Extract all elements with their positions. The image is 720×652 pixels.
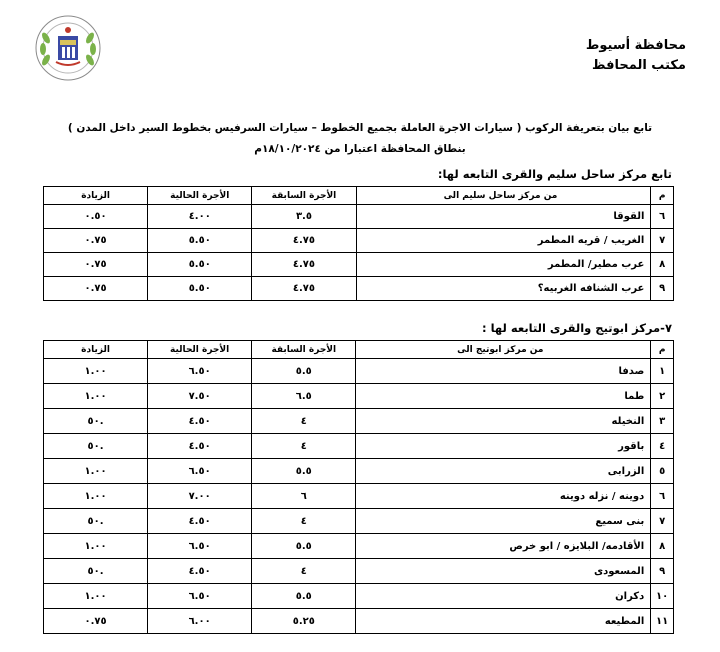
row-number: ٨ — [651, 534, 674, 559]
office-name: مكتب المحافظ — [592, 58, 686, 73]
fare-table — [43, 186, 674, 301]
row-number: ١٠ — [651, 584, 674, 609]
prev-fare-cell: ٥.٢٥ — [252, 609, 356, 634]
increase-cell: ٠.٥٠ — [44, 205, 148, 229]
column-header-route: من مركز ساحل سليم الى — [356, 187, 651, 205]
current-fare-cell: ٦.٥٠ — [148, 534, 252, 559]
section-heading: تابع مركز ساحل سليم والقرى التابعه لها: — [437, 167, 672, 181]
table-row — [44, 609, 674, 634]
table-row — [44, 205, 674, 229]
prev-fare-cell: ٥.٥ — [252, 359, 356, 384]
increase-cell: ١.٠٠ — [44, 484, 148, 509]
column-header-prev: الأجرة السابقة — [252, 341, 356, 359]
increase-cell: ٠.٧٥ — [44, 253, 148, 277]
section-heading: ٧-مركز ابوتيج والقرى التابعه لها : — [482, 321, 672, 335]
prev-fare-cell: ٥.٥ — [252, 534, 356, 559]
prev-fare-cell: ٤ — [252, 509, 356, 534]
prev-fare-cell: ٦.٥ — [252, 384, 356, 409]
table-row — [44, 229, 674, 253]
table-body — [44, 359, 674, 634]
current-fare-cell: ٦.٥٠ — [148, 459, 252, 484]
row-number: ٩ — [651, 559, 674, 584]
table-row — [44, 584, 674, 609]
issuer-block — [586, 36, 686, 76]
increase-cell: ١.٠٠ — [44, 584, 148, 609]
table-row — [44, 277, 674, 301]
table-row — [44, 409, 674, 434]
destination-cell: عرب مطير/ المطمر — [356, 253, 651, 277]
increase-cell: ١.٠٠ — [44, 359, 148, 384]
current-fare-cell: ٥.٥٠ — [148, 229, 252, 253]
row-number: ١١ — [651, 609, 674, 634]
current-fare-cell: ٦.٥٠ — [148, 584, 252, 609]
current-fare-cell: ٤.٥٠ — [148, 509, 252, 534]
destination-cell: الزرابى — [356, 459, 651, 484]
current-fare-cell: ٤.٥٠ — [148, 559, 252, 584]
row-number: ٨ — [651, 253, 674, 277]
increase-cell: .٥٠ — [44, 409, 148, 434]
row-number: ٤ — [651, 434, 674, 459]
current-fare-cell: ٤.٥٠ — [148, 409, 252, 434]
document-title: تابع بيان بتعريفة الركوب ( سيارات الاجرة العاملة بجميع الخطوط – سيارات السرفيس بخطوط السير داخل المدن ) — [67, 122, 653, 134]
increase-cell: .٥٠ — [44, 434, 148, 459]
column-header-num: م — [651, 341, 674, 359]
increase-cell: ٠.٧٥ — [44, 609, 148, 634]
prev-fare-cell: ٤ — [252, 559, 356, 584]
prev-fare-cell: ٦ — [252, 484, 356, 509]
prev-fare-cell: ٤ — [252, 409, 356, 434]
increase-cell: ١.٠٠ — [44, 534, 148, 559]
table-row — [44, 484, 674, 509]
row-number: ٩ — [651, 277, 674, 301]
prev-fare-cell: ٤.٧٥ — [252, 277, 356, 301]
table-row — [44, 534, 674, 559]
destination-cell: المطيعه — [356, 609, 651, 634]
current-fare-cell: ٦.٥٠ — [148, 359, 252, 384]
destination-cell: طما — [356, 384, 651, 409]
row-number: ٣ — [651, 409, 674, 434]
column-header-num: م — [651, 187, 674, 205]
current-fare-cell: ٤.٥٠ — [148, 434, 252, 459]
table-header-row — [44, 341, 674, 359]
prev-fare-cell: ٤ — [252, 434, 356, 459]
row-number: ٧ — [651, 509, 674, 534]
destination-cell: الأقادمه/ البلايزه / ابو خرص — [356, 534, 651, 559]
prev-fare-cell: ٤.٧٥ — [252, 253, 356, 277]
column-header-prev: الأجرة السابقة — [252, 187, 356, 205]
destination-cell: دوينه / نزله دوينه — [356, 484, 651, 509]
increase-cell: .٥٠ — [44, 509, 148, 534]
prev-fare-cell: ٣.٥ — [252, 205, 356, 229]
destination-cell: الغريب / قريه المطمر — [356, 229, 651, 253]
row-number: ٦ — [651, 205, 674, 229]
row-number: ١ — [651, 359, 674, 384]
table-row — [44, 359, 674, 384]
increase-cell: .٥٠ — [44, 559, 148, 584]
column-header-route: من مركز ابوتيج الى — [356, 341, 651, 359]
column-header-increase: الزيادة — [44, 187, 148, 205]
row-number: ٧ — [651, 229, 674, 253]
destination-cell: صدفا — [356, 359, 651, 384]
row-number: ٥ — [651, 459, 674, 484]
current-fare-cell: ٧.٥٠ — [148, 384, 252, 409]
destination-cell: باقور — [356, 434, 651, 459]
destination-cell: دكران — [356, 584, 651, 609]
column-header-current: الأجرة الحالية — [148, 187, 252, 205]
column-header-increase: الزيادة — [44, 341, 148, 359]
destination-cell: المسعودى — [356, 559, 651, 584]
table-row — [44, 559, 674, 584]
current-fare-cell: ٥.٥٠ — [148, 253, 252, 277]
increase-cell: ١.٠٠ — [44, 459, 148, 484]
column-header-current: الأجرة الحالية — [148, 341, 252, 359]
current-fare-cell: ٧.٠٠ — [148, 484, 252, 509]
destination-cell: النخيله — [356, 409, 651, 434]
destination-cell: القوقا — [356, 205, 651, 229]
destination-cell: بنى سميع — [356, 509, 651, 534]
table-row — [44, 253, 674, 277]
current-fare-cell: ٦.٠٠ — [148, 609, 252, 634]
destination-cell: عرب الشنافه الغربيه؟ — [356, 277, 651, 301]
row-number: ٦ — [651, 484, 674, 509]
prev-fare-cell: ٥.٥ — [252, 459, 356, 484]
increase-cell: ٠.٧٥ — [44, 277, 148, 301]
prev-fare-cell: ٥.٥ — [252, 584, 356, 609]
table-header-row — [44, 187, 674, 205]
increase-cell: ١.٠٠ — [44, 384, 148, 409]
fare-table — [43, 340, 674, 634]
governorate-logo — [34, 14, 102, 82]
table-row — [44, 459, 674, 484]
governorate-name: محافظة أسيوط — [585, 38, 686, 53]
row-number: ٢ — [651, 384, 674, 409]
current-fare-cell: ٤.٠٠ — [148, 205, 252, 229]
current-fare-cell: ٥.٥٠ — [148, 277, 252, 301]
document-subtitle: بنطاق المحافظة اعتبارا من ١٨/١٠/٢٠٢٤م — [254, 143, 466, 155]
increase-cell: ٠.٧٥ — [44, 229, 148, 253]
prev-fare-cell: ٤.٧٥ — [252, 229, 356, 253]
table-row — [44, 434, 674, 459]
table-row — [44, 509, 674, 534]
table-row — [44, 384, 674, 409]
table-body — [44, 205, 674, 301]
